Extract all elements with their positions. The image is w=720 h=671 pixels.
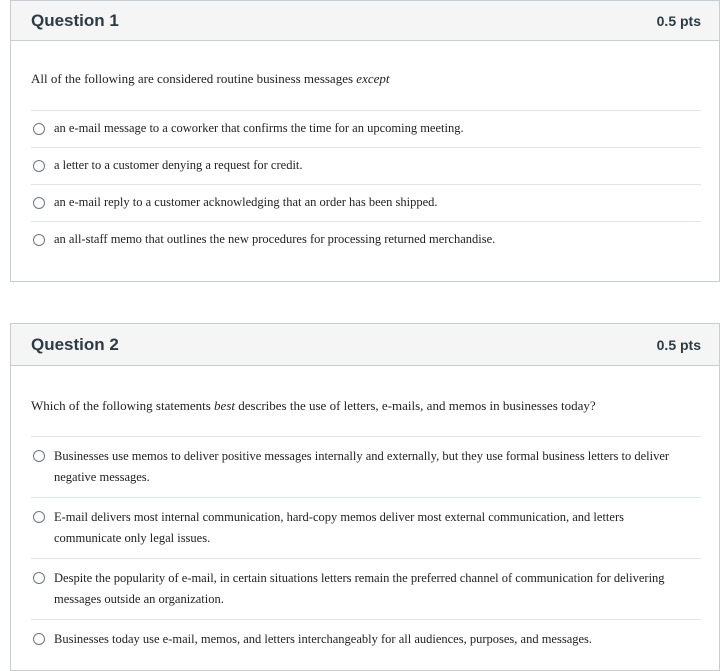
answer-option[interactable] — [31, 110, 701, 147]
question-header — [11, 1, 719, 41]
answer-option[interactable] — [31, 184, 701, 221]
question-body — [11, 366, 719, 659]
answer-label: Businesses today use e-mail, memos, and letters interchangeably for all audiences, purposes, and messages. — [54, 632, 593, 646]
answer-option[interactable] — [31, 147, 701, 184]
question-points: 0.5 pts — [656, 336, 701, 353]
answer-list — [31, 436, 701, 659]
answer-label: an all-staff memo that outlines the new procedures for processing returned merchandise. — [54, 232, 496, 246]
answer-label: a letter to a customer denying a request for credit. — [54, 158, 303, 172]
question-2-card — [10, 323, 720, 671]
radio-button[interactable] — [33, 160, 45, 172]
radio-button[interactable] — [33, 197, 45, 209]
question-prompt — [31, 366, 701, 436]
question-points: 0.5 pts — [656, 12, 701, 29]
answer-label: E-mail delivers most internal communication, hard-copy memos deliver most external communication, and letters communicate only legal issues. — [54, 510, 624, 545]
prompt-emphasis: except — [356, 71, 390, 86]
radio-button[interactable] — [33, 123, 45, 135]
question-title: Question 2 — [31, 334, 119, 354]
answer-list — [31, 110, 701, 258]
question-header — [11, 324, 719, 366]
question-body — [11, 41, 719, 258]
radio-button[interactable] — [33, 450, 45, 462]
question-title: Question 1 — [31, 10, 119, 30]
question-prompt — [31, 41, 701, 110]
answer-label: Despite the popularity of e-mail, in certain situations letters remain the preferred channel of communication for delivering messages outside an organization. — [54, 571, 665, 606]
question-1-card — [10, 0, 720, 282]
answer-label: an e-mail reply to a customer acknowledging that an order has been shipped. — [54, 195, 438, 209]
answer-option[interactable] — [31, 558, 701, 619]
answer-option[interactable] — [31, 221, 701, 258]
answer-option[interactable] — [31, 619, 701, 659]
radio-button[interactable] — [33, 572, 45, 584]
radio-button[interactable] — [33, 633, 45, 645]
prompt-emphasis: best — [214, 398, 235, 413]
radio-button[interactable] — [33, 234, 45, 246]
radio-button[interactable] — [33, 511, 45, 523]
prompt-tail: describes the use of letters, e-mails, and memos in businesses today? — [235, 398, 596, 413]
prompt-text: Which of the following statements — [31, 398, 215, 413]
prompt-text: All of the following are considered routine business messages — [31, 71, 357, 86]
answer-label: Businesses use memos to deliver positive messages internally and externally, but they use formal business letters to deliver negative messages. — [54, 449, 670, 484]
answer-option[interactable] — [31, 436, 701, 497]
answer-label: an e-mail message to a coworker that confirms the time for an upcoming meeting. — [54, 121, 464, 135]
answer-option[interactable] — [31, 497, 701, 558]
